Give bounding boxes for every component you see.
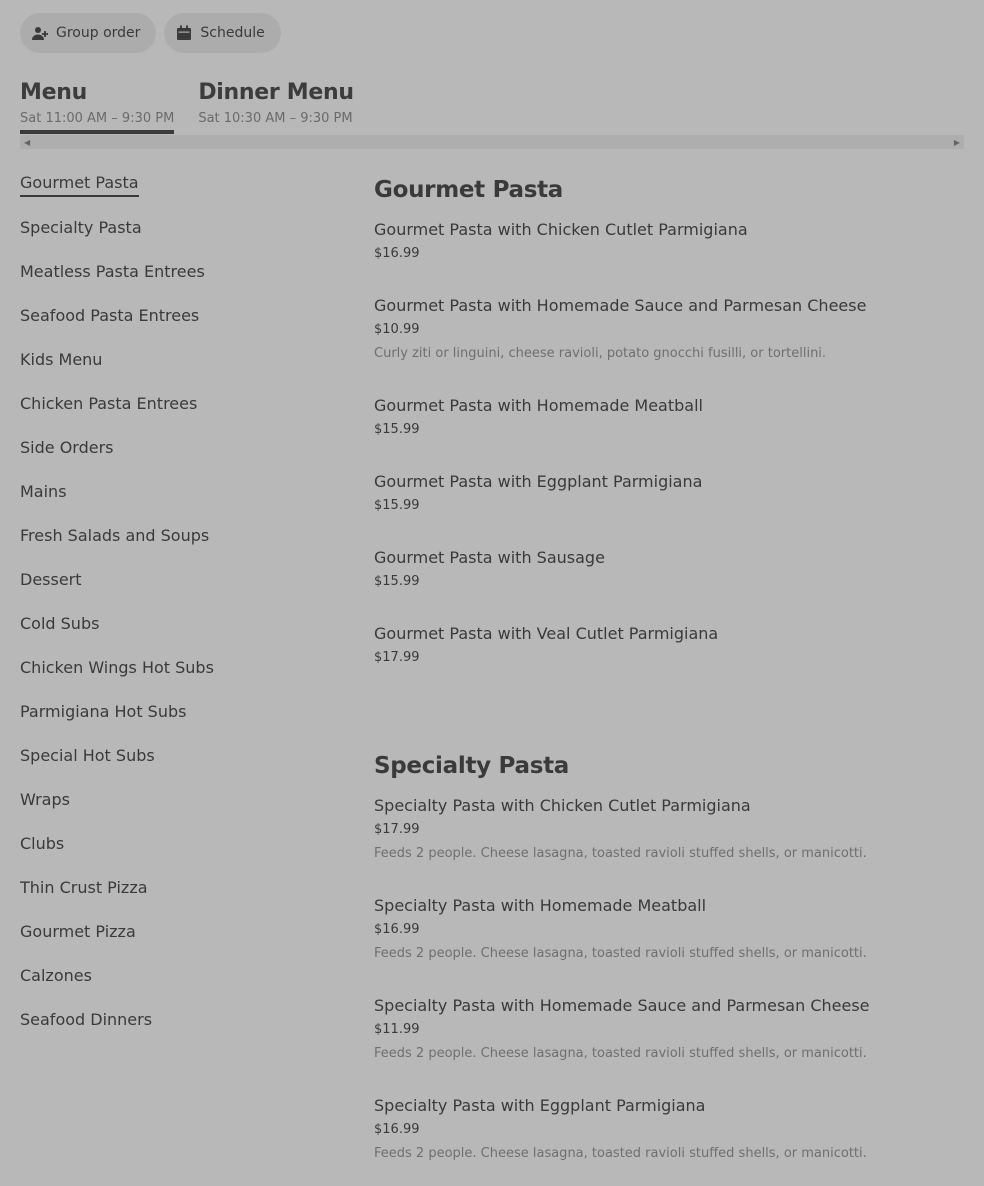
menu-tab-menu[interactable] bbox=[20, 78, 174, 134]
item-price: $15.99 bbox=[374, 498, 420, 513]
item-price: $16.99 bbox=[374, 1122, 420, 1137]
menu-tab-dinner-menu[interactable] bbox=[198, 78, 353, 134]
menu-item[interactable] bbox=[374, 286, 964, 386]
sidebar-item-calzones[interactable]: Calzones bbox=[20, 966, 92, 985]
sidebar-item-clubs[interactable]: Clubs bbox=[20, 834, 65, 853]
menu-item[interactable] bbox=[374, 1086, 964, 1186]
item-price: $10.99 bbox=[374, 322, 420, 337]
menu-item[interactable] bbox=[374, 786, 964, 886]
group-order-button[interactable] bbox=[20, 13, 156, 53]
menu-tabs bbox=[20, 78, 354, 134]
item-name: Gourmet Pasta with Chicken Cutlet Parmigiana bbox=[374, 220, 748, 239]
item-name: Specialty Pasta with Chicken Cutlet Parmigiana bbox=[374, 796, 751, 815]
item-price: $15.99 bbox=[374, 422, 420, 437]
item-price: $16.99 bbox=[374, 246, 420, 261]
menu-content bbox=[374, 170, 964, 1186]
item-description: Feeds 2 people. Cheese lasagna, toasted ravioli stuffed shells, or manicotti. bbox=[374, 1146, 867, 1161]
horizontal-scrollbar[interactable] bbox=[20, 135, 964, 149]
menu-item[interactable] bbox=[374, 538, 964, 614]
item-name: Specialty Pasta with Homemade Meatball bbox=[374, 896, 707, 915]
menu-item[interactable] bbox=[374, 462, 964, 538]
sidebar-item-seafood-dinners[interactable]: Seafood Dinners bbox=[20, 1010, 153, 1029]
menu-item[interactable] bbox=[374, 614, 964, 690]
item-price: $11.99 bbox=[374, 1022, 420, 1037]
item-name: Specialty Pasta with Eggplant Parmigiana bbox=[374, 1096, 706, 1115]
sidebar-item-special-hot-subs[interactable]: Special Hot Subs bbox=[20, 746, 155, 765]
menu-tab-hours: Sat 11:00 AM – 9:30 PM bbox=[20, 111, 175, 126]
item-name: Gourmet Pasta with Homemade Sauce and Parmesan Cheese bbox=[374, 296, 867, 315]
section-title: Gourmet Pasta bbox=[374, 177, 564, 203]
sidebar-item-chicken-pasta-entrees[interactable]: Chicken Pasta Entrees bbox=[20, 394, 198, 413]
menu-item[interactable] bbox=[374, 386, 964, 462]
item-description: Feeds 2 people. Cheese lasagna, toasted ravioli stuffed shells, or manicotti. bbox=[374, 1046, 867, 1061]
item-price: $15.99 bbox=[374, 574, 420, 589]
sidebar-item-fresh-salads-and-soups[interactable]: Fresh Salads and Soups bbox=[20, 526, 210, 545]
sidebar-item-gourmet-pizza[interactable]: Gourmet Pizza bbox=[20, 922, 136, 941]
item-price: $16.99 bbox=[374, 922, 420, 937]
sidebar-item-gourmet-pasta[interactable]: Gourmet Pasta bbox=[20, 160, 350, 206]
menu-tab-title: Dinner Menu bbox=[198, 80, 354, 105]
section-spacer bbox=[374, 690, 964, 746]
group-order-label: Group order bbox=[56, 25, 141, 41]
item-description: Curly ziti or linguini, cheese ravioli, potato gnocchi fusilli, or tortellini. bbox=[374, 346, 827, 361]
menu-tab-hours: Sat 10:30 AM – 9:30 PM bbox=[198, 111, 353, 126]
section-gourmet-pasta bbox=[374, 170, 964, 690]
menu-item[interactable] bbox=[374, 210, 964, 286]
sidebar-item-chicken-wings-hot-subs[interactable]: Chicken Wings Hot Subs bbox=[20, 658, 214, 677]
menu-tab-title: Menu bbox=[20, 80, 87, 105]
scroll-right-arrow-icon[interactable]: ▶ bbox=[953, 137, 960, 147]
calendar-icon bbox=[176, 25, 192, 41]
menu-item[interactable] bbox=[374, 886, 964, 986]
sidebar-item-thin-crust-pizza[interactable]: Thin Crust Pizza bbox=[20, 878, 148, 897]
section-title: Specialty Pasta bbox=[374, 753, 570, 779]
menu-item[interactable] bbox=[374, 986, 964, 1086]
sidebar-item-kids-menu[interactable]: Kids Menu bbox=[20, 350, 103, 369]
item-description: Feeds 2 people. Cheese lasagna, toasted ravioli stuffed shells, or manicotti. bbox=[374, 946, 867, 961]
item-name: Gourmet Pasta with Homemade Meatball bbox=[374, 396, 703, 415]
order-actions bbox=[20, 13, 281, 53]
item-name: Gourmet Pasta with Sausage bbox=[374, 548, 605, 567]
scroll-left-arrow-icon[interactable]: ◀ bbox=[24, 137, 31, 147]
sidebar-item-wraps[interactable]: Wraps bbox=[20, 790, 70, 809]
item-price: $17.99 bbox=[374, 822, 420, 837]
sidebar-item-side-orders[interactable]: Side Orders bbox=[20, 438, 114, 457]
schedule-label: Schedule bbox=[200, 25, 265, 41]
sidebar-item-meatless-pasta-entrees[interactable]: Meatless Pasta Entrees bbox=[20, 262, 205, 281]
sidebar-item-parmigiana-hot-subs[interactable]: Parmigiana Hot Subs bbox=[20, 702, 187, 721]
category-sidebar bbox=[20, 160, 350, 1042]
schedule-button[interactable] bbox=[164, 13, 280, 53]
add-person-icon bbox=[32, 25, 48, 41]
sidebar-item-cold-subs[interactable]: Cold Subs bbox=[20, 614, 100, 633]
item-name: Gourmet Pasta with Veal Cutlet Parmigiana bbox=[374, 624, 719, 643]
item-description: Feeds 2 people. Cheese lasagna, toasted ravioli stuffed shells, or manicotti. bbox=[374, 846, 867, 861]
section-specialty-pasta bbox=[374, 746, 964, 1186]
sidebar-item-specialty-pasta[interactable]: Specialty Pasta bbox=[20, 218, 142, 237]
sidebar-item-dessert[interactable]: Dessert bbox=[20, 570, 82, 589]
item-name: Specialty Pasta with Homemade Sauce and Parmesan Cheese bbox=[374, 996, 870, 1015]
sidebar-item-mains[interactable]: Mains bbox=[20, 482, 67, 501]
item-name: Gourmet Pasta with Eggplant Parmigiana bbox=[374, 472, 703, 491]
item-price: $17.99 bbox=[374, 650, 420, 665]
sidebar-item-seafood-pasta-entrees[interactable]: Seafood Pasta Entrees bbox=[20, 306, 200, 325]
